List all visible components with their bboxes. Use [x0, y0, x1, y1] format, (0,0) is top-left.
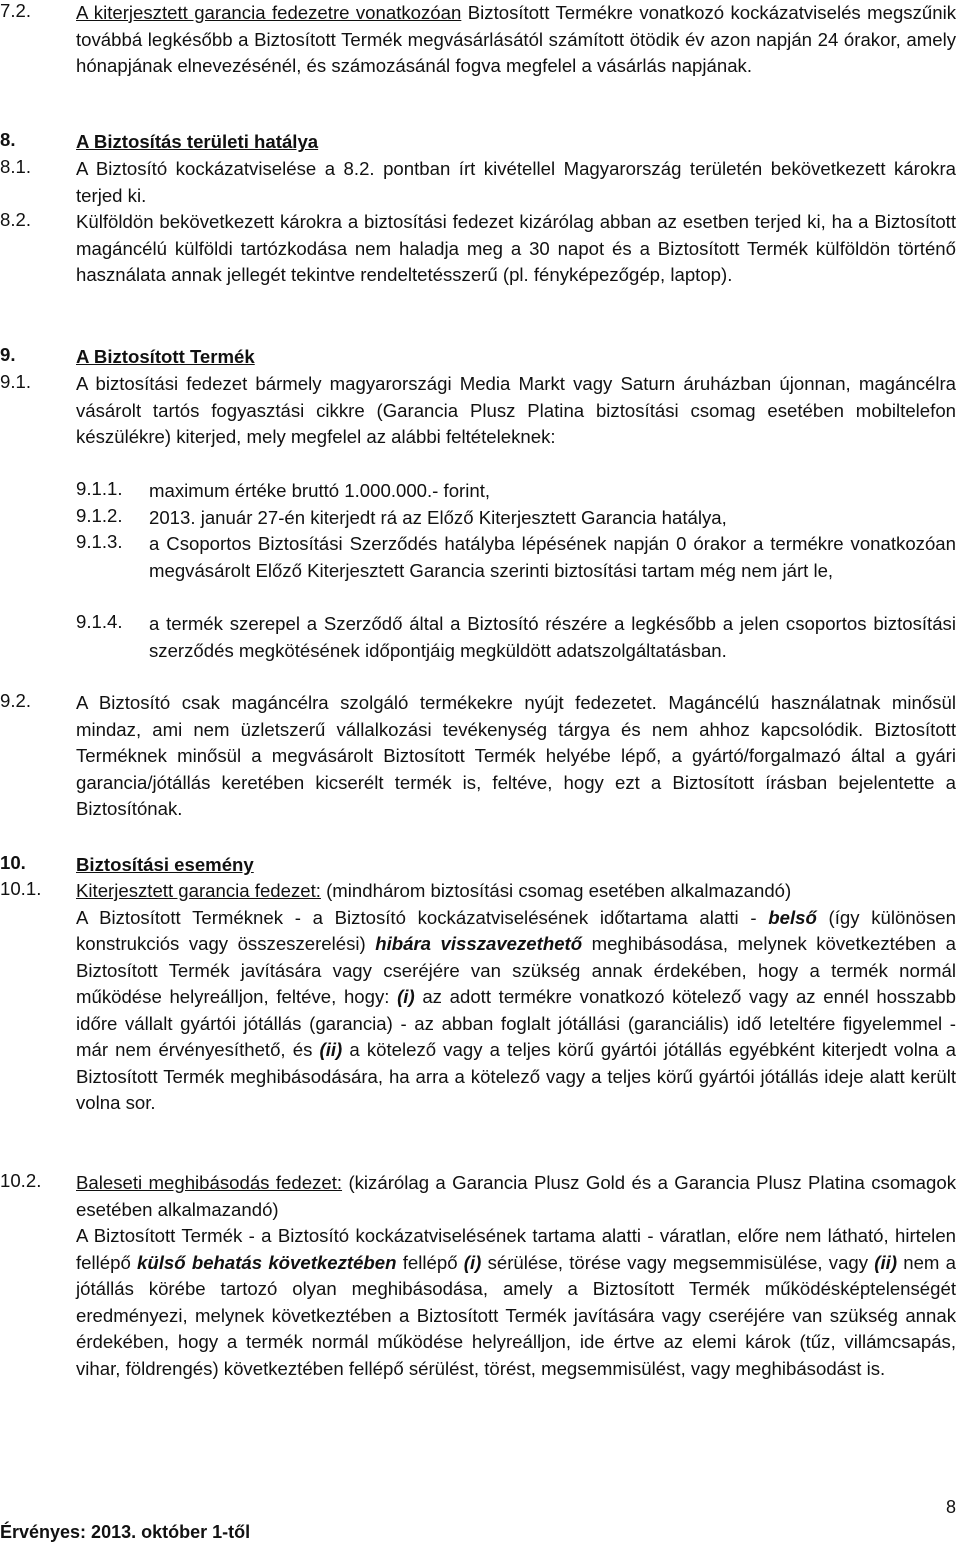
text-run: A Biztosított Terméknek - a Biztosító kockázatviselésének időtartama alatti -: [76, 906, 769, 928]
text-run: (így különösen konstrukciós vagy összeszerelési): [76, 906, 956, 954]
subsection-number: 9.1.2.: [76, 505, 123, 526]
text-run: a kötelező vagy a teljes körű gyártói jótállás egyébként kiterjedt volna a Biztosított Termék meghibásodására, ha arra a kötelező vagy a teljes körű gyártói jótállás ideje alatt került volna sor.: [76, 1039, 956, 1113]
subsection-text: maximum értéke bruttó 1.000.000.- forint,: [149, 480, 491, 501]
section-title: A Biztosítás területi hatálya: [76, 131, 319, 152]
section-number: 8.2.: [0, 209, 32, 230]
section-number: 9.1.: [0, 371, 32, 392]
section-text: Külföldön bekövetkezett károkra a biztosítási fedezet kizárólag abban az esetben terjed ki, ha a Biztosított magáncélú külföldi tartózkodása nem haladja meg a 30 napot és a Biztosított Termék külföldön történő használata annak jellegét tekintve rendeltetésszerű (pl. fényképezőgép, laptop).: [76, 211, 956, 285]
section-text: A Biztosító csak magáncélra szolgáló termékekre nyújt fedezetet. Magáncélú használatnak minősül mindaz, ami nem üzletszerű vállalkozási tevékenység tárgya és nem ahhoz kapcsolódik. Biztosított Terméknek minősül a megvásárolt Biztosított Termék helyébe lépő, a gyártó/forgalmazó által a gyári garancia/jótállás keretében kicserélt termék is, feltéve, hogy ezt a Biztosított írásban bejelentette a Biztosítónak.: [76, 692, 956, 819]
section-lead-rest: (kizárólag a Garancia Plusz Gold és a Garancia Plusz Platina csomagok esetében alkalmazandó): [76, 1172, 956, 1220]
section-text: [76, 878, 956, 1117]
subsection-number: 9.1.3.: [76, 531, 123, 552]
section-number: 8.: [0, 129, 16, 150]
section-text: [76, 0, 956, 80]
subsection-text: 2013. január 27-én kiterjedt rá az Előző Kiterjesztett Garancia hatálya,: [149, 507, 727, 528]
heading-wrap: [76, 852, 956, 879]
text-run: fellépő: [396, 1251, 464, 1273]
section-body: Biztosított Termékre vonatkozó kockázatviselés megszűnik továbbá legkésőbb a Biztosított Termék megvásárlásától számított ötödik év azon napján 24 órakor, amely hónapjának elnevezésénél, és számozásánál fogva megfelel a vásárlás napjának.: [76, 2, 956, 76]
subsection-text: a termék szerepel a Szerződő által a Biztosító részére a legkésőbb a jelen csoportos biztosítási szerződés megkötésének időpontjáig megküldött adatszolgáltatásban.: [149, 613, 956, 661]
condition-marker: (i): [397, 986, 415, 1007]
section-number: 9.2.: [0, 690, 32, 711]
section-text: [76, 1170, 956, 1382]
section-lead: A kiterjesztett garancia fedezetre vonatkozóan: [76, 2, 462, 23]
section-number: 10.: [0, 852, 26, 873]
emphasis: hibára visszavezethető: [375, 933, 583, 954]
page-number: 8: [945, 1497, 956, 1517]
section-number: 9.: [0, 344, 16, 365]
text-run: A Biztosított Termék - a Biztosító kockázatviselésének tartama alatti - váratlan, előre nem látható, hirtelen fellépő: [76, 1225, 956, 1273]
section-number: 10.1.: [0, 878, 42, 899]
subsection-text: a Csoportos Biztosítási Szerződés hatályba lépésének napján 0 órakor a termékre vonatkozóan megvásárolt Előző Kiterjesztett Garancia szerinti biztosítási tartam még nem járt le,: [149, 533, 956, 581]
heading-wrap: [76, 129, 956, 156]
heading-wrap: [76, 344, 956, 371]
section-title: Biztosítási esemény: [76, 854, 254, 875]
text-run: meghibásodása, melynek következtében a Biztosított Termék javítására vagy cseréjére van szükség annak érdekében, hogy a termék normál működése helyreálljon, feltéve, hogy:: [76, 933, 956, 1007]
section-title: A Biztosított Termék: [76, 346, 255, 367]
condition-marker: (i): [463, 1251, 482, 1273]
section-lead: Kiterjesztett garancia fedezet:: [76, 880, 321, 901]
validity-footer: Érvényes: 2013. október 1-től: [0, 1522, 251, 1542]
section-lead-rest: (mindhárom biztosítási csomag esetében alkalmazandó): [320, 880, 792, 901]
text-run: az adott termékre vonatkozó kötelező vagy az ennél hosszabb időre vállalt gyártói jótállás (garancia) - az abban foglalt jótállási (garanciális) idő leteltére figyelemmel - már nem érvényesíthető, és: [76, 986, 957, 1060]
condition-marker: (ii): [319, 1039, 343, 1060]
section-lead: Baleseti meghibásodás fedezet:: [76, 1172, 343, 1193]
subsection-number: 9.1.4.: [76, 611, 123, 632]
section-number: 8.1.: [0, 156, 32, 177]
emphasis: belső: [768, 906, 817, 928]
subsection-number: 9.1.1.: [76, 478, 123, 499]
section-text: A Biztosító kockázatviselése a 8.2. pontban írt kivétellel Magyarország területén bekövetkezett károkra terjed ki.: [76, 158, 956, 206]
text-run: sérülése, törése vagy megsemmisülése, vagy: [481, 1251, 875, 1273]
text-run: nem a jótállás körébe tartozó olyan meghibásodása, amely a Biztosított Termék működésképtelenségét eredményezi, melynek következtében a Biztosított Termék javítására vagy cseréjére van szükség annak érdekében, hogy a termék normál működése helyreálljon, ide értve az elemi károk (tűz, villámcsapás, vihar, földrengés) következtében fellépő sérülést, törést, megsemmisülést, vagy meghibásodást is.: [76, 1251, 957, 1379]
condition-marker: (ii): [874, 1251, 898, 1273]
section-number: 7.2.: [0, 0, 32, 21]
section-text: A biztosítási fedezet bármely magyarországi Media Markt vagy Saturn áruházban újonnan, magáncélra vásárolt tartós fogyasztási cikkre (Garancia Plusz Platina biztosítási csomag esetében mobiltelefon készülékre) kiterjed, mely megfelel az alábbi feltételeknek:: [76, 373, 956, 447]
section-number: 10.2.: [0, 1170, 42, 1191]
emphasis: külső behatás következtében: [137, 1251, 397, 1273]
